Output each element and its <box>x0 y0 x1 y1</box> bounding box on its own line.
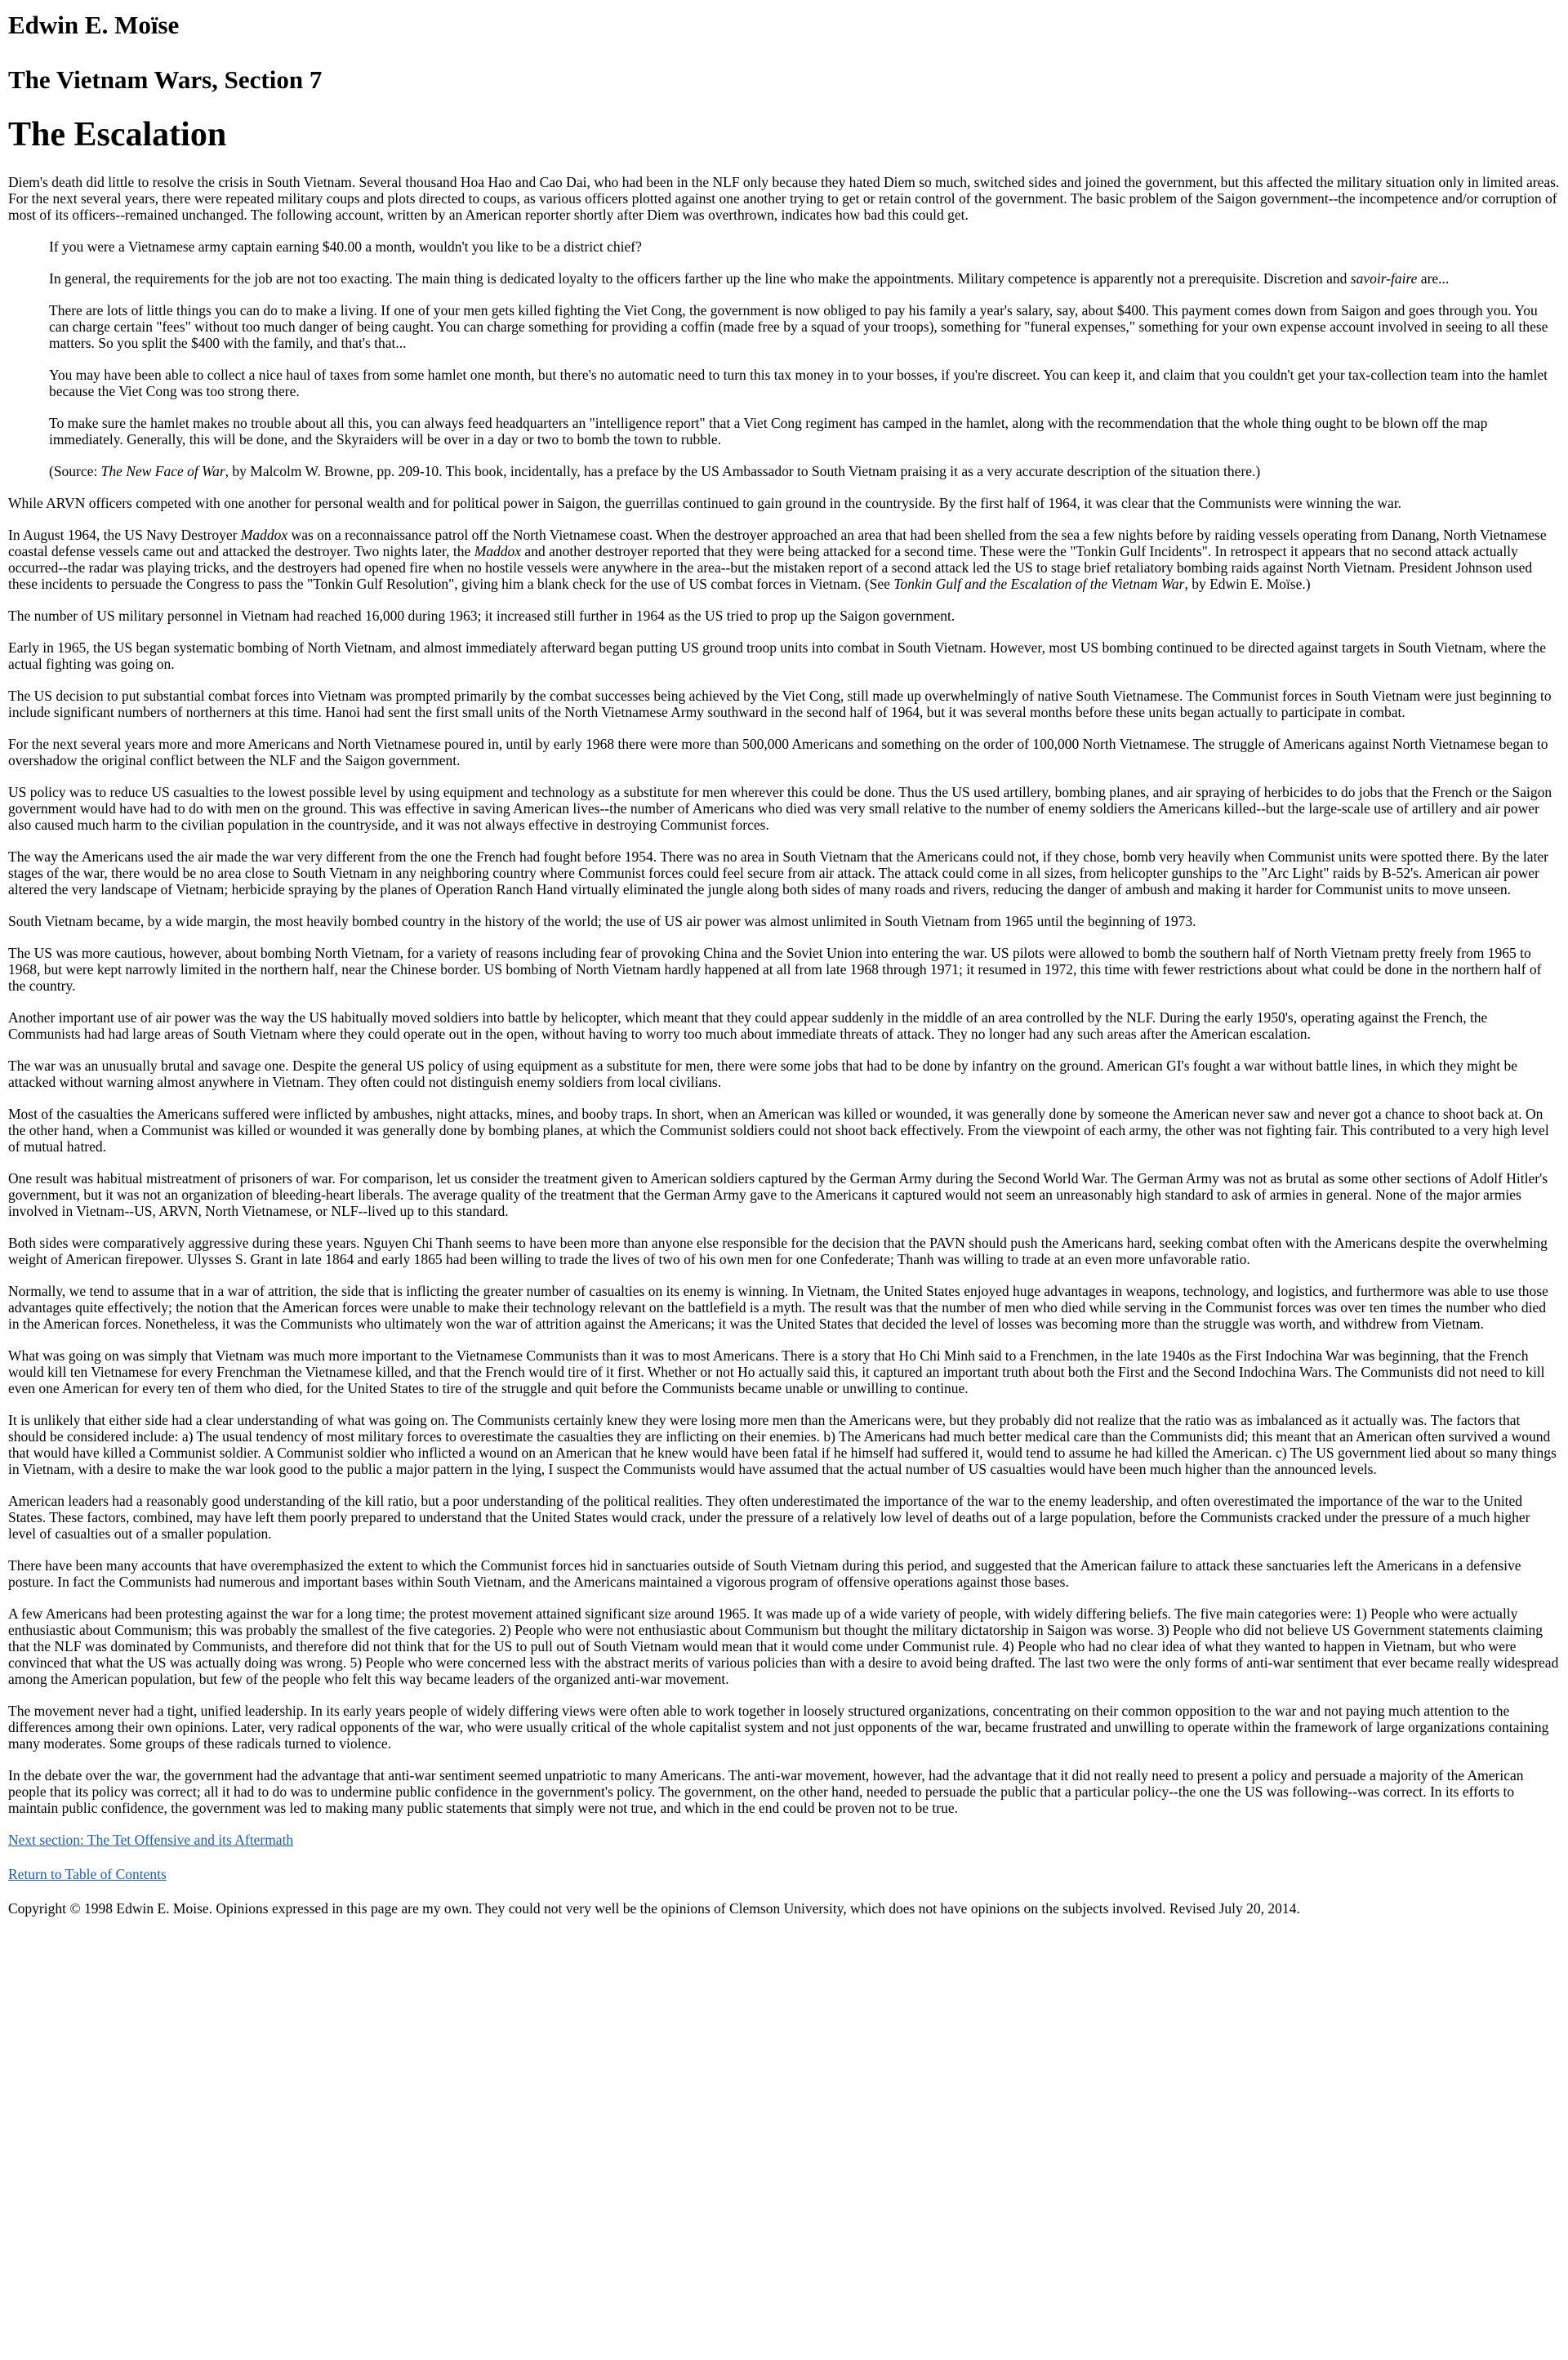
body-paragraph: American leaders had a reasonably good understanding of the kill ratio, but a poor understanding of the political realities. They often underestimated the importance of the war to the enemy leadership, and often overestimated the importance of the war to the United States. These factors, combined, may have left them poorly prepared to understand that the United States would crack, under the pressure of a relatively low level of deaths out of a large population, before the Communists cracked under the pressure of a much higher level of casualties out of a smaller population. <box>8 1493 1530 1542</box>
tonkin-text: , by Edwin E. Moïse.) <box>1184 576 1311 592</box>
ship-name: Maddox <box>474 543 522 559</box>
body-paragraph: Most of the casualties the Americans suffered were inflicted by ambushes, night attacks, mines, and booby traps. In short, when an American was killed or wounded, it was generally done by someone the American never saw and never got a chance to shoot back at. On the other hand, when a Communist was killed or wounded it was generally done by bombing planes, at which the Communist soldiers could not shoot back effectively. From the viewpoint of each army, the other was not fighting fair. This contributed to a very high level of mutual hatred. <box>8 1106 1549 1155</box>
body-paragraph: What was going on was simply that Vietnam was much more important to the Vietnamese Communists than it was to most Americans. There is a story that Ho Chi Minh said to a Frenchmen, in the late 1940s as the First Indochina War was beginning, that the French would kill ten Vietnamese for every Frenchman the Vietnamese killed, and that the French would tire of it first. Whether or not Ho actually said this, it captured an important truth about both the First and the Second Indochina Wars. The Communists did not need to kill even one American for every ten of them who died, for the United States to tire of the struggle and quit before the Communists became unable or unwilling to continue. <box>8 1347 1545 1396</box>
quote-text: are... <box>1417 270 1450 287</box>
toc-item <box>8 1866 1560 1882</box>
tonkin-paragraph <box>8 527 1560 592</box>
next-section-link[interactable]: Next section: The Tet Offensive and its Aftermath <box>8 1832 294 1848</box>
body-paragraph: Another important use of air power was the way the US habitually moved soldiers into battle by helicopter, which meant that they could appear suddenly in the middle of an area controlled by the NLF. During the early 1950's, operating against the French, the Communists had had large areas of South Vietnam where they could operate out in the open, without having to worry too much about immediate threats of attack. They no longer had any such areas after the American escalation. <box>8 1009 1488 1042</box>
body-paragraph: The US was more cautious, however, about bombing North Vietnam, for a variety of reasons including fear of provoking China and the Soviet Union into entering the war. US pilots were allowed to bomb the southern half of North Vietnam pretty freely from 1965 to 1968, but were kept narrowly limited in the northern half, near the Chinese border. US bombing of North Vietnam hardly happened at all from late 1968 through 1971; it resumed in 1972, this time with fewer restrictions about what could be done in the northern half of the country. <box>8 945 1542 994</box>
quote-paragraph-2 <box>49 270 1560 287</box>
tonkin-text: In August 1964, the US Navy Destroyer <box>8 527 241 543</box>
quote-paragraph-4: You may have been able to collect a nice haul of taxes from some hamlet one month, but there's no automatic need to turn this tax money in to your bosses, if you're discreet. You can keep it, and claim that you couldn't get your tax-collection team into the hamlet because the Viet Cong was too strong there. <box>49 367 1548 399</box>
body-paragraph: The number of US military personnel in Vietnam had reached 16,000 during 1963; it increased still further in 1964 as the US tried to prop up the Saigon government. <box>8 608 956 624</box>
next-section-item <box>8 1832 1560 1848</box>
quote-paragraph-1: If you were a Vietnamese army captain earning $40.00 a month, wouldn't you like to be a district chief? <box>49 238 642 255</box>
source-text: (Source: <box>49 463 101 479</box>
body-paragraph: The war was an unusually brutal and savage one. Despite the general US policy of using equipment as a substitute for men, there were some jobs that had to be done by infantry on the ground. American GI's fought a war without battle lines, in which they might be attacked without warning almost anywhere in Vietnam. They often could not distinguish enemy soldiers from local civilians. <box>8 1058 1517 1090</box>
body-paragraph: Both sides were comparatively aggressive during these years. Nguyen Chi Thanh seems to have been more than anyone else responsible for the decision that the PAVN should push the Americans hard, seeking combat often with the Americans despite the overwhelming weight of American firepower. Ulysses S. Grant in late 1864 and early 1865 had been willing to trade the lives of two of his own men for one Confederate; Thanh was willing to trade at an even more unfavorable ratio. <box>8 1235 1548 1267</box>
body-paragraph: The US decision to put substantial combat forces into Vietnam was prompted primarily by the combat successes being achieved by the Viet Cong, still made up overwhelmingly of native South Vietnamese. The Communist forces in South Vietnam were just beginning to include significant numbers of northerners at this time. Hanoi had sent the first small units of the North Vietnamese Army southward in the second half of 1964, but it was several months before these units began actually to participate in combat. <box>8 688 1552 720</box>
body-paragraph: In the debate over the war, the government had the advantage that anti-war sentiment seemed unpatriotic to many Americans. The anti-war movement, however, had the advantage that it did not really need to present a policy and persuade a majority of the American people that its policy was correct; all it had to do was to undermine public confidence in the government's policy. The government, on the other hand, needed to persuade the public that a particular policy--the one the US was following--was correct. In its efforts to maintain public confidence, the government was led to making many public statements that simply were not true, and which in the end could be proven not to be true. <box>8 1767 1524 1816</box>
page-title: The Escalation <box>8 116 227 154</box>
body-paragraph: One result was habitual mistreatment of prisoners of war. For comparison, let us consider the treatment given to American soldiers captured by the German Army during the Second World War. The German Army was not as brutal as some other sections of Adolf Hitler's government, but it was not an organization of bleeding-heart liberals. The average quality of the treatment that the German Army gave to the Americans it captured would not seem an unreasonably high standard to ask of armies in general. None of the major armies involved in Vietnam--US, ARVN, North Vietnamese, or NLF--lived up to this standard. <box>8 1170 1548 1219</box>
quote-emphasis: savoir-faire <box>1350 270 1418 287</box>
browne-quote <box>49 238 1560 479</box>
series-subtitle: The Vietnam Wars, Section 7 <box>8 65 323 94</box>
body-paragraph: South Vietnam became, by a wide margin, the most heavily bombed country in the history of the world; the use of US air power was almost unlimited in South Vietnam from 1965 until the beginning of 1973. <box>8 913 1196 929</box>
quote-source <box>49 463 1560 479</box>
body-paragraph: Early in 1965, the US began systematic bombing of North Vietnam, and almost immediately afterward began putting US ground troop units into combat in South Vietnam. However, most US bombing continued to be directed against targets in South Vietnam, where the actual fighting was going on. <box>8 639 1547 672</box>
source-book-title: The New Face of War <box>100 463 225 479</box>
tonkin-text: and another destroyer reported that they were being attacked for a second time. These were the "Tonkin Gulf Incidents". In retrospect it appears that no second attack actually occurred--the radar was playing tricks, and the destroyers had opened fire when no hostile vessels were anywhere in the area--but the mistaken report of a second attack led the US to stage brief retaliatory bombing raids against North Vietnam. President Johnson used these incidents to persuade the Congress to pass the "Tonkin Gulf Resolution", giving him a blank check for the use of US combat forces in Vietnam. (See <box>8 543 1533 592</box>
ship-name: Maddox <box>240 527 288 543</box>
table-of-contents-link[interactable]: Return to Table of Contents <box>8 1866 167 1882</box>
body-paragraph: Normally, we tend to assume that in a war of attrition, the side that is inflicting the greater number of casualties on its enemy is winning. In Vietnam, the United States enjoyed huge advantages in weapons, technology, and logistics, and furthermore was able to use those advantages quite effectively; the notion that the American forces were unable to make their technology relevant on the battlefield is a myth. The result was that the number of men who died while serving in the Communist forces was over ten times the number who died in the American forces. Nonetheless, it was the Communists who ultimately won the war of attrition against the Americans; it was the United States that decided the level of losses was becoming more than the struggle was worth, and withdrew from Vietnam. <box>8 1283 1548 1332</box>
tonkin-text: was on a reconnaissance patrol off the North Vietnamese coast. When the destroyer approached an area that had been shelled from the sea a few nights before by raiding vessels operating from Danang, North Vietnamese coastal defense vessels came out and attacked the destroyer. Two nights later, the <box>8 527 1547 559</box>
body-paragraph: For the next several years more and more Americans and North Vietnamese poured in, until by early 1968 there were more than 500,000 Americans and something on the order of 100,000 North Vietnamese. The struggle of Americans against North Vietnamese began to overshadow the original conflict between the NLF and the Saigon government. <box>8 736 1548 768</box>
arvn-paragraph: While ARVN officers competed with one another for personal wealth and for political power in Saigon, the guerrillas continued to gain ground in the countryside. By the first half of 1964, it was clear that the Communists were winning the war. <box>8 495 1402 511</box>
quote-paragraph-3: There are lots of little things you can do to make a living. If one of your men gets killed fighting the Viet Cong, the government is now obliged to pay his family a year's salary, say, about $400. This payment comes down from Saigon and goes through you. You can charge certain "fees" without too much danger of being caught. You can charge something for providing a coffin (made free by a squad of your troops), something for "funeral expenses," something for your own expense account involved in seeing to all these matters. So you split the $400 with the family, and that's that... <box>49 302 1548 351</box>
body-paragraph: There have been many accounts that have overemphasized the extent to which the Communist forces hid in sanctuaries outside of South Vietnam during this period, and suggested that the American failure to attack these sanctuaries left the Americans in a defensive posture. In fact the Communists had numerous and important bases within South Vietnam, and the Americans maintained a vigorous program of offensive operations against those bases. <box>8 1557 1521 1590</box>
author-name: Edwin E. Moïse <box>8 11 180 39</box>
quote-text: In general, the requirements for the job are not too exacting. The main thing is dedicated loyalty to the officers farther up the line who make the appointments. Military competence is apparently not a prerequisite. Discretion and <box>49 270 1351 287</box>
copyright-footer: Copyright © 1998 Edwin E. Moise. Opinions expressed in this page are my own. They could not very well be the opinions of Clemson University, which does not have opinions on the subjects involved. Revised July 20, 2014. <box>8 1900 1300 1917</box>
body-paragraph: It is unlikely that either side had a clear understanding of what was going on. The Communists certainly knew they were losing more men than the Americans were, but they probably did not realize that the ratio was as imbalanced as it actually was. The factors that should be considered include: a) The usual tendency of most military forces to overestimate the casualties they are inflicting on their enemies. b) The Americans had much better medical care than the Communists did; this meant that an American often survived a wound that would have killed a Communist soldier. A Communist soldier who inflicted a wound on an American that he knew would have been fatal if he himself had suffered it, would tend to assume he had killed the American. c) The US government lied about so many things in Vietnam, with a desire to make the war look good to the public a major pattern in the lying, I suspect the Communists would have assumed that the actual number of US casualties would have been much higher than the announced levels. <box>8 1412 1557 1477</box>
body-paragraph: A few Americans had been protesting against the war for a long time; the protest movement attained significant size around 1965. It was made up of a wide variety of people, with widely differing beliefs. The five main categories were: 1) People who were actually enthusiastic about Communism; this was probably the smallest of the five categories. 2) People who were not enthusiastic about Communism but thought the military dictatorship in Saigon was worse. 3) People who did not believe US Government statements claiming that the NLF was dominated by Communists, and therefore did not think that for the US to pull out of South Vietnam would mean that it would come under Communist rule. 4) People who had no clear idea of what they wanted to happen in Vietnam, but who were convinced that what the US was actually doing was wrong. 5) People who were concerned less with the abstract merits of various policies than with a desire to avoid being drafted. The last two were the only forms of anti-war sentiment that ever became really widespread among the American population, but few of the people who felt this way became leaders of the organized anti-war movement. <box>8 1605 1559 1687</box>
quote-paragraph-5: To make sure the hamlet makes no trouble about all this, you can always feed headquarters an "intelligence report" that a Viet Cong regiment has camped in the hamlet, along with the recommendation that the whole thing ought to be blown off the map immediately. Generally, this will be done, and the Skyraiders will be over in a day or two to bomb the town to rubble. <box>49 415 1488 448</box>
intro-paragraph: Diem's death did little to resolve the crisis in South Vietnam. Several thousand Hoa Hao and Cao Dai, who had been in the NLF only because they hated Diem so much, switched sides and joined the government, but this affected the military situation only in limited areas. For the next several years, there were repeated military coups and plots directed to coups, as various officers plotted against one another trying to get or retain control of the government. The basic problem of the Saigon government--the incompetence and/or corruption of most of its officers--remained unchanged. The following account, written by an American reporter shortly after Diem was overthrown, indicates how bad this could get. <box>8 174 1560 223</box>
body-paragraph: The movement never had a tight, unified leadership. In its early years people of widely differing views were often able to work together in loosely structured organizations, concentrating on their common opposition to the war and not paying much attention to the differences among their own opinions. Later, very radical opponents of the war, who were usually critical of the whole capitalist system and not just opponents of the war, became frustrated and unwilling to operate within the framework of large organizations containing many moderates. Some groups of these radicals turned to violence. <box>8 1703 1549 1752</box>
source-text: , by Malcolm W. Browne, pp. 209-10. This book, incidentally, has a preface by the US Ambassador to South Vietnam praising it as a very accurate description of the situation there.) <box>225 463 1261 479</box>
book-title: Tonkin Gulf and the Escalation of the Vietnam War <box>893 576 1185 592</box>
body-paragraph: The way the Americans used the air made the war very different from the one the French had fought before 1954. There was no area in South Vietnam that the Americans could not, if they chose, bomb very heavily when Communist units were spotted there. By the later stages of the war, there would be no area close to South Vietnam in any neighboring country where Communist forces could feel secure from air attack. The attack could come in all sizes, from helicopter gunships to the "Arc Light" raids by B-52's. American air power altered the very landscape of Vietnam; herbicide spraying by the planes of Operation Ranch Hand virtually eliminated the jungle along both sides of many roads and rivers, reducing the danger of ambush and making it harder for Communist units to move unseen. <box>8 848 1548 897</box>
body-paragraph: US policy was to reduce US casualties to the lowest possible level by using equipment and technology as a substitute for men wherever this could be done. Thus the US used artillery, bombing planes, and air spraying of herbicides to do jobs that the French or the Saigon government would have had to do with men on the ground. This was effective in saving American lives--the number of Americans who died was very small relative to the number of enemy soldiers the Americans killed--but the large-scale use of artillery and air power also caused much harm to the civilian population in the countryside, and it was not always effective in destroying Communist forces. <box>8 784 1552 833</box>
